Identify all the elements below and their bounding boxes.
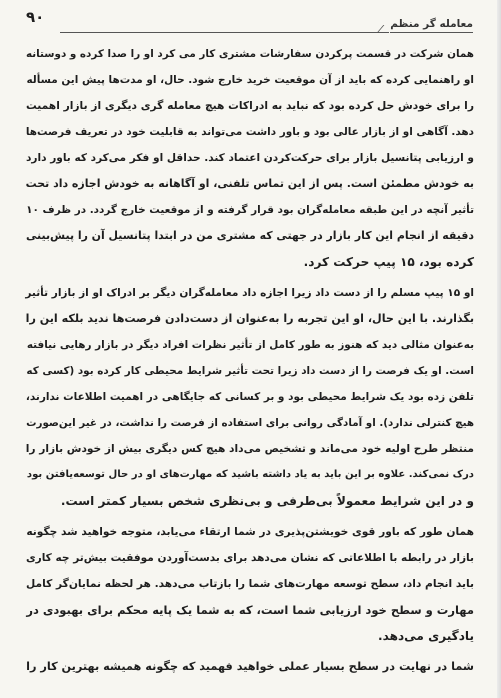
text-line: درک نمی‌کند. علاوه بر این باید به یاد داشته باشید که مهارت‌های او در حال توسعه‌یافتن بود [26,469,474,480]
header-rule [60,32,389,33]
body-text [26,41,474,685]
text-line: باید انجام داد، سطح توسعه مهارت‌های شما را بازتاب می‌دهد. هر لحظه نمایان‌گر کامل [26,577,474,590]
text-line: همان شرکت در قسمت پرکردن سفارشات مشتری کار می کرد او را صدا کرده و دوستانه [25,48,474,60]
paragraph-3 [26,519,474,649]
page-number: ۹۰ [26,8,45,26]
text-line: او ۱۵ پیپ مسلم را از دست داد زیرا اجازه داد معامله‌گران دیگر بر ادراک او از بازار تأثیر [25,287,474,299]
text-line: دقیقه از انجام این کار بازار در جهتی که مشتری من در ابتدا پتانسیل آن را پیش‌بینی [25,229,474,242]
text-line: و ارزیابی پتانسیل بازار برای حرکت‌کردن اعتماد کند. حداقل او فکر می‌کرد که باور دارد [25,152,474,164]
text-line: هیچ کنترلی ندارد). او آمادگی روانی برای استفاده از فرصت را نداشت، در غیر این‌صورت [26,417,474,429]
text-line: و در این شرایط معمولاً بی‌طرفی و بی‌نظری شخص بسیار کمتر است. [60,494,474,508]
text-line: دهد. آگاهی او از بازار عالی بود و باور داشت می‌تواند به قابلیت خود در تعریف فرصت‌ها [25,126,474,138]
paragraph-4 [26,654,474,680]
page-header [20,8,473,34]
text-line: شما در نهایت در سطح بسیار عملی خواهید فهمید که چگونه همیشه بهترین کار را [26,660,474,673]
page-edge [497,0,501,698]
paragraph-1 [26,41,474,275]
text-line: بگذارند. با این حال، او این تجربه را به‌عنوان از دست‌دادن فرصت‌ها ندید بلکه این را [25,312,474,325]
text-line: منتظر طرح اولیه خود می‌ماند و تشخیص می‌داد هیچ کس دیگری بیش از خودش بازار را [25,442,474,455]
text-line: یادگیری می‌دهد. [378,629,474,643]
running-title: معامله گر منظم [390,18,473,33]
text-line: به‌عنوان مثالی دید که هنوز به طور کامل از تأثیر نظرات افراد دیگر در بازار رهایی نیافته [26,339,474,351]
text-line: مهارت و سطح خود ارزیابی شما است، که به شما یک پایه محکم برای بهبودی در [26,603,474,617]
text-line: او راهنمایی کرده که باید از آن موقعیت خرید خارج شود. حال، او مدت‌ها پیش این مسأله [26,74,474,86]
text-line: تلفن زده بود یک شرایط محیطی بود و بر کسانی که جایگاهی در اهمیت اطلاعات ندارند، [25,391,474,403]
text-line: است. او یک فرصت را از دست داد زیرا تحت تأثیر شرایط محیطی کار کرده بود (کسی که [26,365,474,377]
text-line: به خودش مطمئن است. پس از این تماس تلفنی، او آگاهانه به خودش اجازه داد تحت [25,177,474,190]
text-line: تأثیر آنچه در این طبقه معامله‌گران بود قرار گرفته و از موقعیت خارج گردد. در ظرف ۱۰ [26,204,474,216]
text-line: کرده بود، ۱۵ پیپ حرکت کرد. [303,255,474,269]
text-line: را برای خودش حل کرده بود که نباید به ادراکات هیچ معامله گری دیگری از بازار اهمیت [25,99,474,112]
text-line: همان طور که باور قوی خویشتن‌پذیری در شما ارتقاء می‌یابد، متوجه خواهید شد چگونه [26,525,474,538]
text-line: بازار در رابطه با اطلاعاتی که نشان می‌دهد برای بدست‌آوردن موفقیت بیش‌تر چه کاری [25,552,474,564]
paragraph-2 [26,280,474,514]
